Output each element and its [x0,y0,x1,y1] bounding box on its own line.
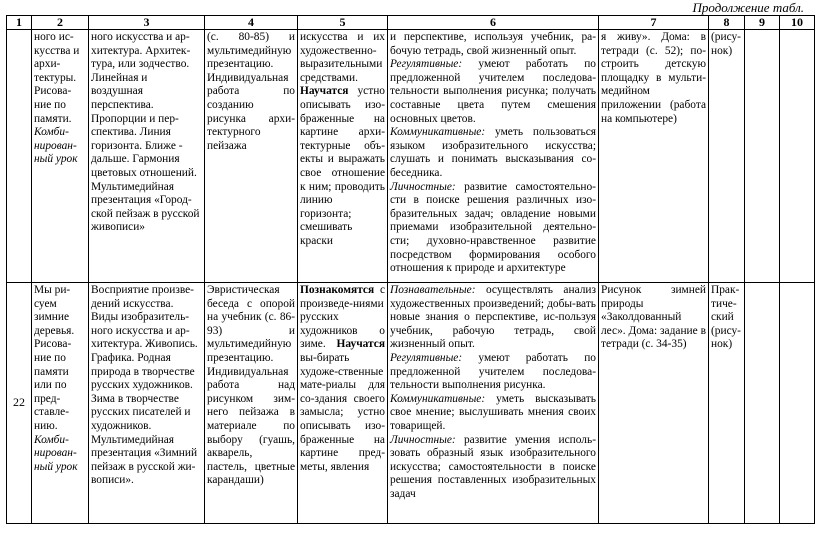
lesson-type-line: нирован- [34,139,77,152]
header-cell: 9 [745,16,780,30]
topic-line: Рисова- [34,338,72,351]
control-form-line: нок) [711,338,733,351]
control-form-cell [709,30,745,283]
communicative-label: Коммуникативные: [390,126,486,139]
regulative-label: Регулятивные: [390,351,463,364]
topic-line: зимние [34,311,70,324]
subject-results-keyword: Научатся [336,338,385,351]
subject-results-text: устно описывать изо-браженные на картине архи-тектурные объ-екты и выражать свое отношение к ним; проводить линию горизонта; смешивать краски [300,85,385,247]
lesson-topic-cell [32,283,89,524]
topic-line: ние по [34,351,66,364]
regulative-text: умеют работать по предложенной учителем последова-тельности выполнения рисунка; получать составные цвета путем смешения основных цветов. [390,58,596,125]
subject-results-text: вы-бирать художе-ственные мате-риалы для со-здания своего замысла; устно описывать изо-браженные на картине пред-меты, явления [300,351,385,473]
activity-cell: Эвристическая беседа с опорой на учебник (с. 86-93) и мультимедийную презентацию. Индивидуальная работа над рисунком зим-него пейзажа в материале по выбору (гуашь, акварель, пастель, цветные карандаши) [205,283,298,524]
header-cell: 8 [709,16,745,30]
subject-results-text: искусства и их художественно-выразительными средствами. [300,31,385,84]
topic-line: пред- [34,392,61,405]
content-cell: Восприятие произве-дений искусства. Виды изобразитель-ного искусства и ар-хитектура. Живопись. Графика. Родная природа в творчестве русских художников. Зима в творчестве русских писателей и художников. Мультимедийная презентация «Зимний пейзаж в русской жи-вописи». [89,283,205,524]
topic-line: памяти [34,365,69,378]
subject-results-keyword: Познакомятся [300,284,375,296]
communicative-text: уметь пользоваться языком изобразительного искусства; слушать и понимать высказывания со-беседника. [390,126,596,179]
lesson-type-line: нирован- [34,447,77,460]
content-cell: ного искусства и ар-хитектура. Архитек-тура, или зодчество. Линейная и воздушная перспектива. Пропорции и пер-спектива. Линия горизонта. Ближе - дальше. Гармония цветовых отношений. Мультимедийная презентация «Город-ской пейзаж в русской живописи» [89,30,205,283]
topic-line: Рисова- [34,85,72,98]
empty-cell [745,30,780,283]
topic-line: тектуры. [34,71,77,84]
subject-results-keyword: Научатся [300,85,349,98]
header-cell: 1 [7,16,32,30]
control-form-line: Прак- [711,284,740,296]
metasubject-results-cell [388,30,599,283]
cognitive-text: осуществлять анализ художественных произведений; добы-вать новые знания о перспективе, ис-пользуя учебник, рабочую тетрадь, свой жизненный опыт. [390,284,596,351]
header-cell: 4 [205,16,298,30]
subject-results-cell [298,283,388,524]
homework-cell: я живу». Дома: в тетради (с. 52); по-строить детскую площадку в мульти-медийном приложении (работа на компьютере) [599,30,709,283]
header-cell: 10 [780,16,815,30]
header-row [7,16,815,30]
lesson-topic-cell [32,30,89,283]
regulative-label: Регулятивные: [390,58,463,71]
personal-text: развитие умения исполь-зовать образный язык изобразительного искусства; самостоятельности в поиске решения поставленных изобразительных задач [390,433,596,500]
topic-line: или по [34,379,67,392]
table-row [7,30,815,283]
metasubject-results-cell [388,283,599,524]
topic-line: памяти. [34,112,72,125]
communicative-text: уметь высказывать свое мнение; выслушивать мнения своих товарищей. [390,392,596,432]
topic-line: нию. [34,419,58,432]
header-cell: 2 [32,16,89,30]
personal-text: развитие самостоятельно-сти в поиске решения различных изо-бразительных задач; овладение новыми приемами изобразительной деятельно-сти; духовно-нравственное развитие посредством формирования особого отношения к природе и архитектуре [390,180,596,275]
topic-line: ного ис- [34,31,74,43]
empty-cell [745,283,780,524]
topic-line: ние по [34,98,66,111]
lesson-type-line: ный урок [34,460,78,473]
header-cell: 6 [388,16,599,30]
lesson-number-cell: 22 [7,283,32,524]
control-form-line: (рису- [711,324,741,337]
personal-label: Личностные: [390,433,456,446]
topic-line: Мы ри- [34,284,71,296]
topic-line: деревья. [34,324,75,337]
homework-cell: Рисунок зимней природы «Заколдованный лес». Дома: задание в тетради (с. 34-35) [599,283,709,524]
cognitive-label: Познавательные: [390,284,476,296]
topic-line: суем [34,297,57,310]
empty-cell [780,283,815,524]
topic-line: архи- [34,58,61,71]
control-form-line: нок) [711,44,733,57]
table-continuation-caption: Продолжение табл. [692,0,804,15]
activity-cell: (с. 80-85) и мультимедийную презентацию. Индивидуальная работа по созданию рисунка архи-тектурного пейзажа [205,30,298,283]
lesson-plan-table [6,15,815,524]
subject-results-cell [298,30,388,283]
table-row [7,283,815,524]
lesson-number-cell [7,30,32,283]
subject-results-text: с произведе-ниями русских художников о зиме. [300,284,385,351]
lesson-type-line: Комби- [34,433,69,446]
control-form-line: (рису- [711,31,741,43]
personal-label: Личностные: [390,180,456,193]
metasubject-intro: и перспективе, используя учебник, ра-бочую тетрадь, свой жизненный опыт. [390,31,596,57]
control-form-line: ский [711,311,734,324]
communicative-label: Коммуникативные: [390,392,486,405]
control-form-line: тиче- [711,297,737,310]
regulative-text: умеют работать по предложенной учителем последова-тельности выполнения рисунка. [390,351,596,392]
topic-line: кусства и [34,44,80,57]
lesson-type-line: ный урок [34,153,78,166]
header-cell: 3 [89,16,205,30]
lesson-type-line: Комби- [34,126,69,139]
topic-line: ставле- [34,406,69,419]
header-cell: 7 [599,16,709,30]
control-form-cell [709,283,745,524]
empty-cell [780,30,815,283]
header-cell: 5 [298,16,388,30]
